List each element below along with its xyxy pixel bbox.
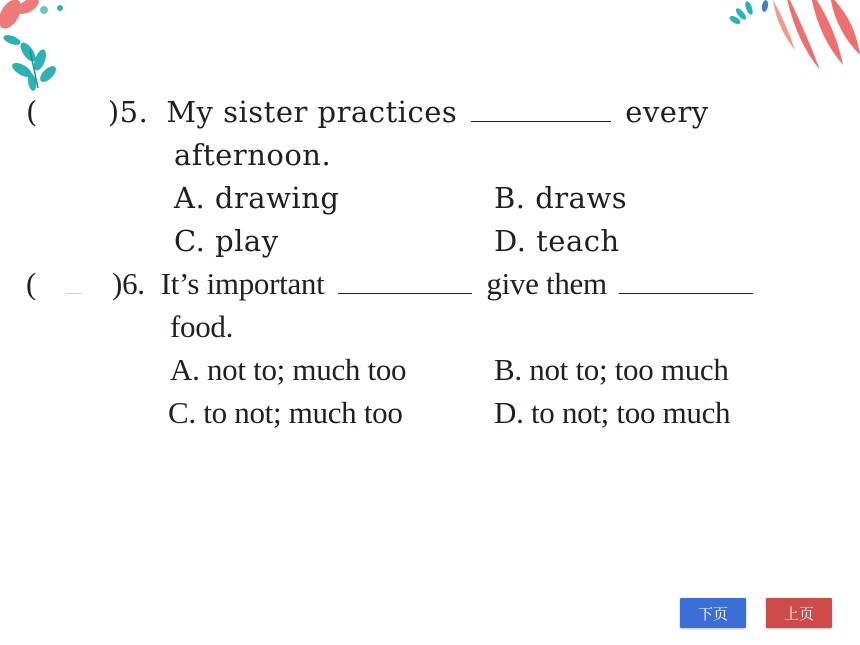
question-6-line-1 — [26, 268, 753, 299]
answer-blank — [471, 120, 611, 122]
option-c: C. play — [174, 224, 279, 258]
question-number: 6. — [122, 266, 145, 301]
answer-paren-open: ( — [26, 95, 38, 129]
answer-paren-close: ) — [107, 95, 120, 129]
question-5-line-1 — [26, 95, 709, 129]
leaf-decoration-top-left — [0, 0, 80, 95]
answer-paren-close: ) — [112, 266, 123, 301]
option-a: A. drawing — [174, 181, 340, 215]
option-a: A. not to; much too — [170, 352, 407, 387]
question-5-line-2: afternoon. — [174, 138, 332, 172]
previous-page-button[interactable]: 上页 — [766, 598, 832, 628]
answer-blank-1 — [338, 292, 472, 294]
option-b: B. draws — [494, 181, 628, 215]
answer-blank-2 — [619, 292, 753, 294]
option-b: B. not to; too much — [494, 352, 729, 387]
option-c: C. to not; much too — [168, 395, 403, 430]
leaf-decoration-top-right — [725, 0, 860, 70]
question-6-line-2: food. — [170, 309, 234, 344]
question-stem-continued: give them — [486, 266, 607, 301]
question-number: 5. — [119, 95, 149, 129]
question-stem: My sister practices — [166, 95, 458, 129]
option-d: D. to not; too much — [494, 395, 731, 430]
question-stem: It’s important — [160, 266, 325, 301]
next-page-button[interactable]: 下页 — [680, 598, 746, 628]
answer-paren-open: ( — [26, 266, 37, 301]
question-stem-continued: every — [625, 95, 709, 129]
option-d: D. teach — [494, 224, 620, 258]
